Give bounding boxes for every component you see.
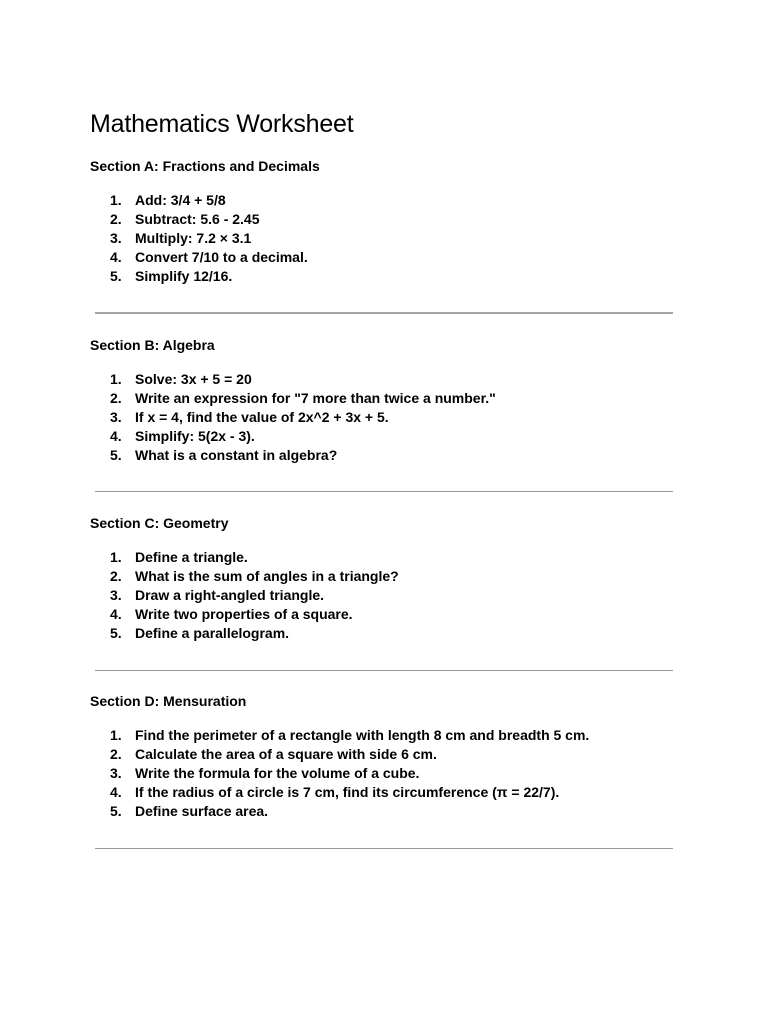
item-text: Simplify 12/16. (135, 268, 233, 284)
list-item (90, 567, 680, 586)
item-number: 3. (110, 409, 122, 425)
list-item (90, 726, 680, 745)
item-number: 4. (110, 606, 122, 622)
list-item (90, 764, 680, 783)
section-heading: Section C: Geometry (90, 515, 229, 531)
section-divider (95, 848, 673, 849)
item-text: Calculate the area of a square with side 6 cm. (135, 746, 437, 762)
item-text: What is the sum of angles in a triangle? (135, 568, 399, 584)
list-item (90, 624, 680, 643)
question-list (90, 370, 680, 465)
item-number: 1. (110, 549, 122, 565)
item-text: Write the formula for the volume of a cube. (135, 765, 420, 781)
list-item (90, 210, 680, 229)
section-divider (95, 670, 673, 671)
item-number: 1. (110, 371, 122, 387)
section-heading: Section D: Mensuration (90, 693, 247, 709)
item-text: Simplify: 5(2x - 3). (135, 428, 255, 444)
item-text: Write two properties of a square. (135, 606, 353, 622)
question-list (90, 726, 680, 821)
list-item (90, 745, 680, 764)
item-text: Define a triangle. (135, 549, 248, 565)
item-text: Define surface area. (135, 803, 269, 819)
item-number: 1. (110, 727, 122, 743)
page-title: Mathematics Worksheet (90, 110, 354, 138)
item-number: 2. (110, 211, 122, 227)
section-heading: Section A: Fractions and Decimals (90, 158, 320, 174)
list-item (90, 586, 680, 605)
item-text: If the radius of a circle is 7 cm, find its circumference (π = 22/7). (135, 784, 560, 800)
item-number: 5. (110, 268, 122, 284)
section-heading: Section B: Algebra (90, 337, 215, 353)
question-list (90, 548, 680, 643)
list-item (90, 783, 680, 802)
list-item (90, 389, 680, 408)
list-item (90, 248, 680, 267)
item-text: Define a parallelogram. (135, 625, 290, 641)
item-text: Solve: 3x + 5 = 20 (135, 371, 252, 387)
item-text: Find the perimeter of a rectangle with length 8 cm and breadth 5 cm. (135, 727, 590, 743)
item-text: Subtract: 5.6 - 2.45 (135, 211, 260, 227)
item-number: 2. (110, 746, 122, 762)
section-b (90, 336, 680, 465)
list-item (90, 446, 680, 465)
item-number: 2. (110, 390, 122, 406)
item-number: 3. (110, 765, 122, 781)
section-divider (95, 491, 673, 492)
list-item (90, 267, 680, 286)
item-number: 4. (110, 784, 122, 800)
item-text: What is a constant in algebra? (135, 447, 338, 463)
item-number: 4. (110, 249, 122, 265)
question-list (90, 191, 680, 286)
list-item (90, 802, 680, 821)
section-divider (95, 312, 673, 314)
item-text: Draw a right-angled triangle. (135, 587, 325, 603)
item-number: 5. (110, 625, 122, 641)
item-number: 5. (110, 803, 122, 819)
list-item (90, 370, 680, 389)
list-item (90, 408, 680, 427)
list-item (90, 427, 680, 446)
list-item (90, 605, 680, 624)
item-text: Multiply: 7.2 × 3.1 (135, 230, 252, 246)
item-text: Convert 7/10 to a decimal. (135, 249, 308, 265)
item-text: Add: 3/4 + 5/8 (135, 192, 226, 208)
list-item (90, 191, 680, 210)
item-number: 1. (110, 192, 122, 208)
item-number: 3. (110, 230, 122, 246)
item-number: 3. (110, 587, 122, 603)
section-a (90, 157, 680, 286)
section-d (90, 692, 680, 821)
list-item (90, 229, 680, 248)
item-text: If x = 4, find the value of 2x^2 + 3x + 5. (135, 409, 389, 425)
section-c (90, 514, 680, 643)
list-item (90, 548, 680, 567)
item-number: 5. (110, 447, 122, 463)
item-number: 2. (110, 568, 122, 584)
item-text: Write an expression for "7 more than twice a number." (135, 390, 496, 406)
item-number: 4. (110, 428, 122, 444)
